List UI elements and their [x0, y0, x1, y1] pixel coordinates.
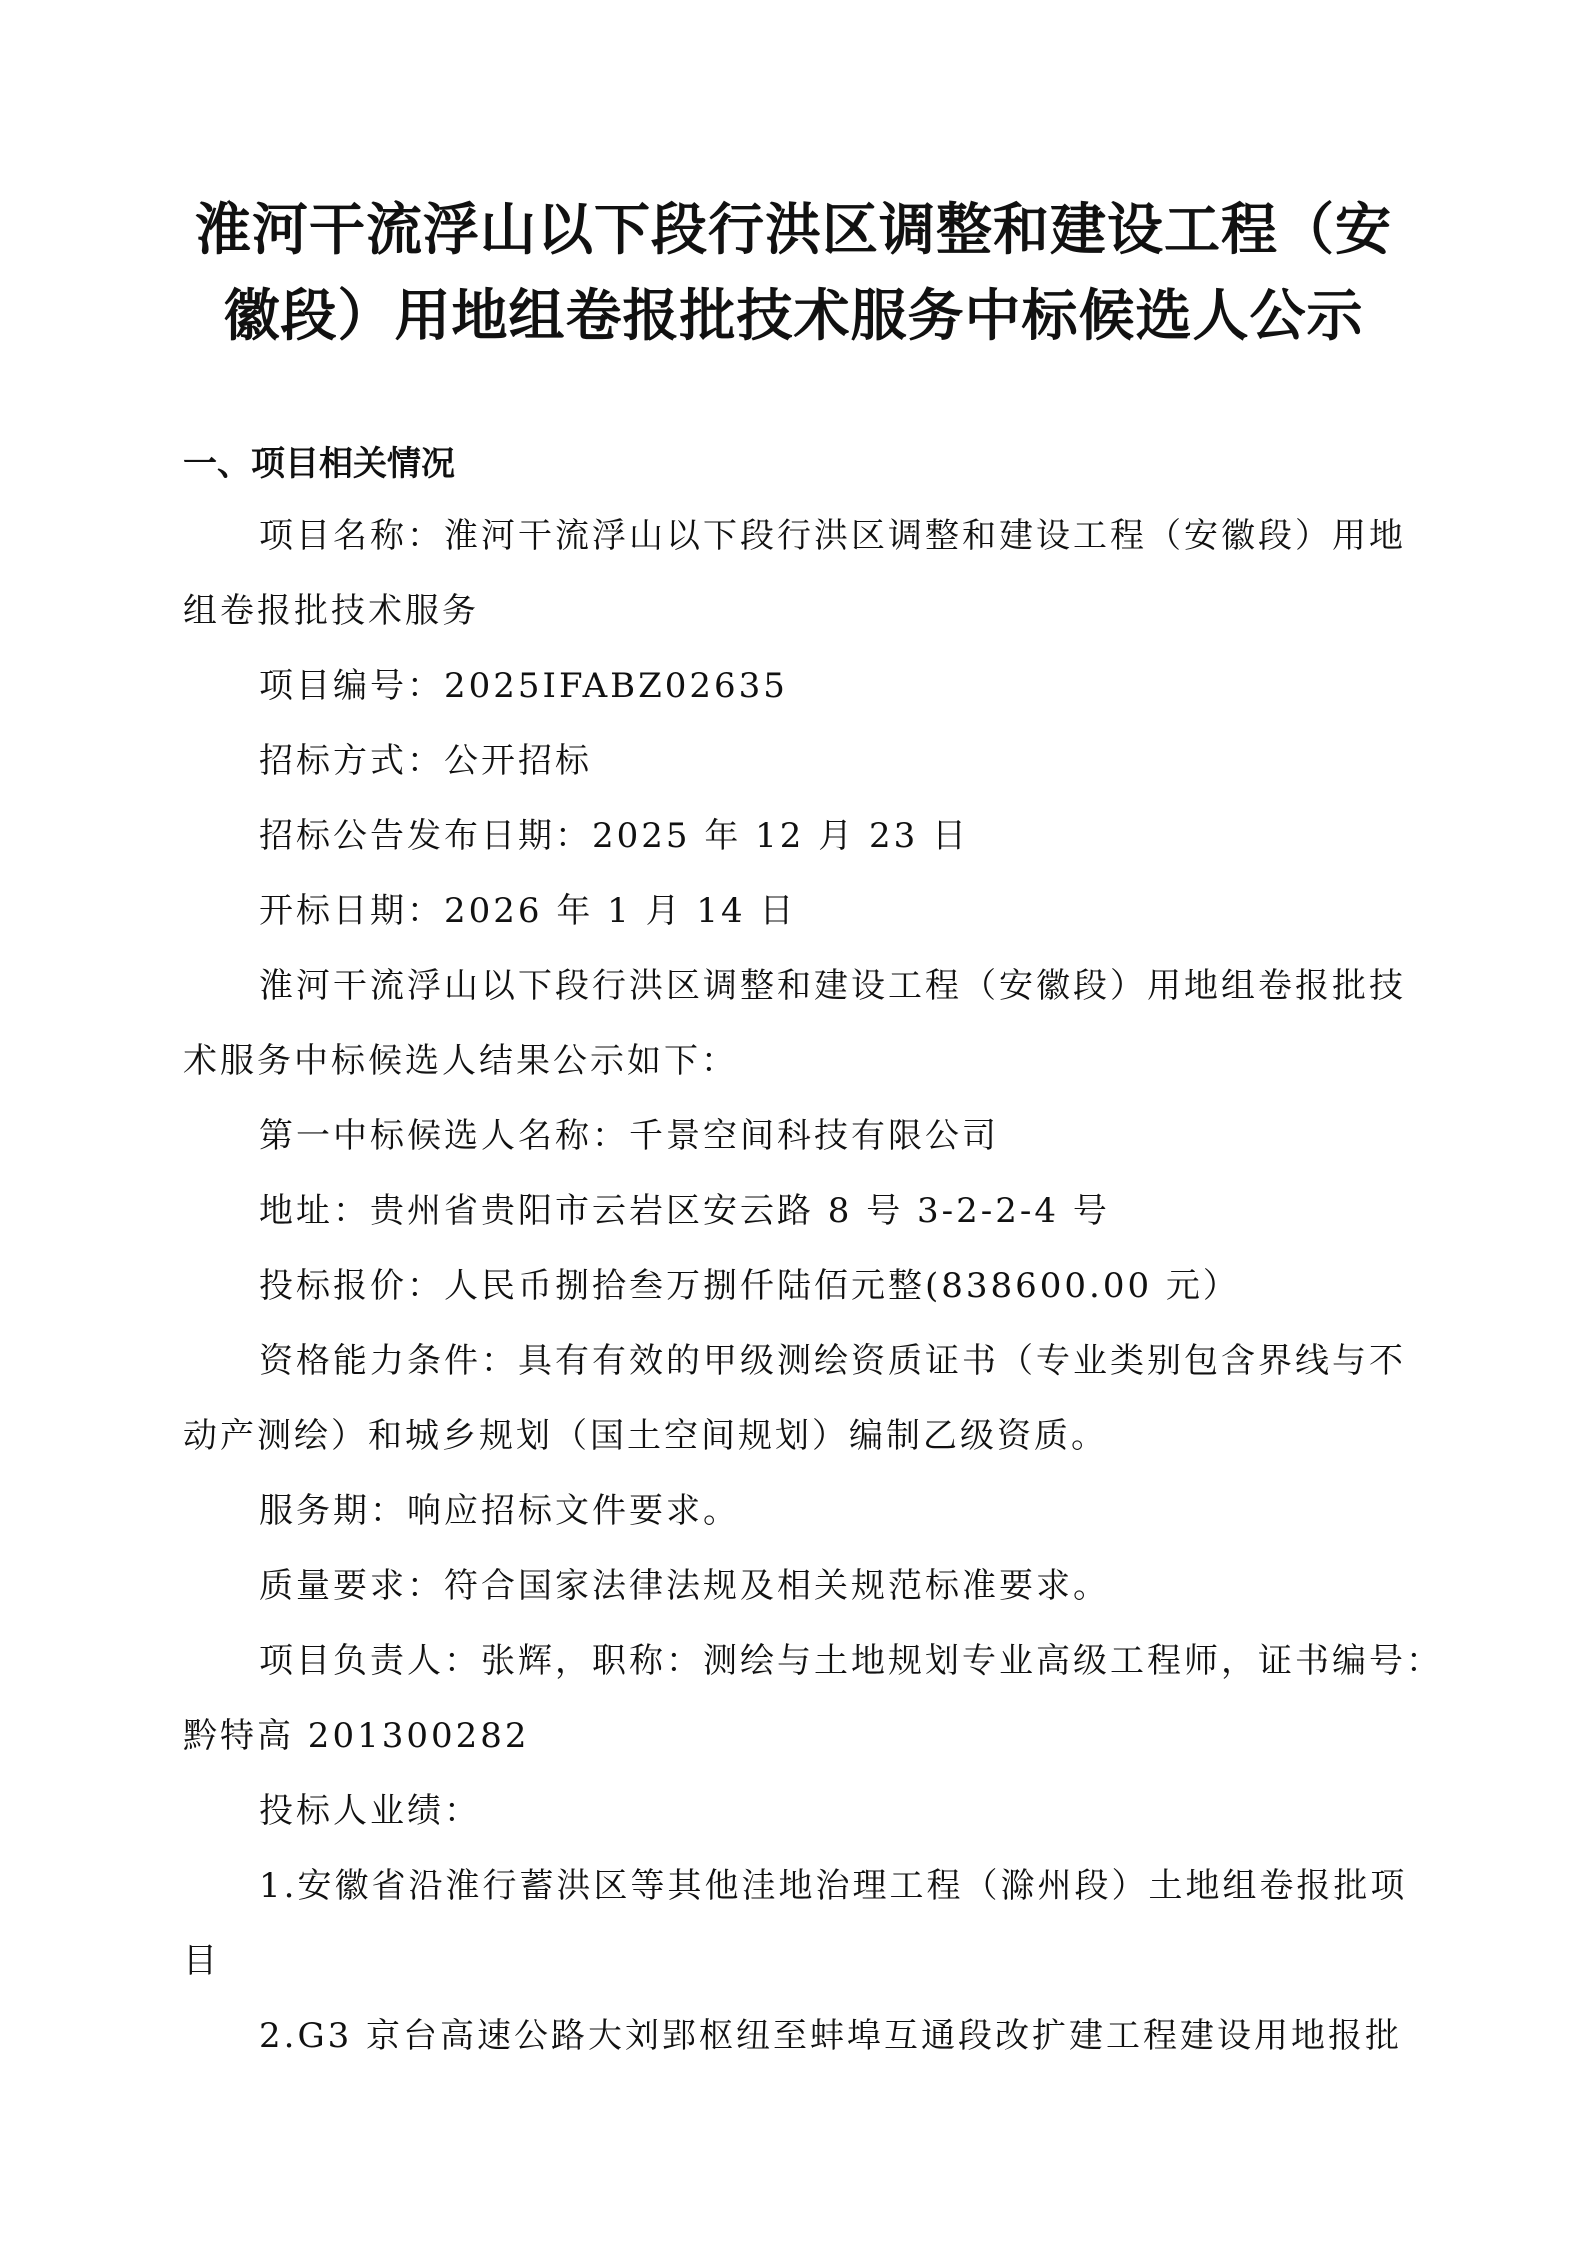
project-manager-line-2: 黔特高 201300282	[183, 1716, 530, 1756]
intro-line-2: 术服务中标候选人结果公示如下：	[183, 1041, 738, 1081]
project-name-line-1: 项目名称：淮河干流浮山以下段行洪区调整和建设工程（安徽段）用地	[259, 516, 1406, 556]
performance-2-line-1: 2.G3 京台高速公路大刘郢枢纽至蚌埠互通段改扩建工程建设用地报批	[259, 2016, 1403, 2056]
bid-method: 招标方式：公开招标	[259, 741, 592, 781]
title-line-1: 淮河干流浮山以下段行洪区调整和建设工程（安	[195, 198, 1392, 263]
qualification-line-2: 动产测绘）和城乡规划（国土空间规划）编制乙级资质。	[183, 1416, 1108, 1456]
performance-1-line-2: 目	[183, 1941, 220, 1981]
section-heading: 一、项目相关情况	[183, 444, 455, 484]
performance-heading: 投标人业绩：	[259, 1791, 481, 1831]
bid-price: 投标报价：人民币捌拾叁万捌仟陆佰元整(838600.00 元）	[259, 1266, 1240, 1306]
title-line-2: 徽段）用地组卷报批技术服务中标候选人公示	[223, 284, 1364, 349]
performance-1-line-1: 1.安徽省沿淮行蓄洪区等其他洼地治理工程（滁州段）土地组卷报批项	[259, 1866, 1408, 1906]
candidate-address: 地址：贵州省贵阳市云岩区安云路 8 号 3-2-2-4 号	[259, 1191, 1110, 1231]
document-title	[150, 188, 1437, 360]
document-body	[183, 508, 1443, 2083]
quality-requirement: 质量要求：符合国家法律法规及相关规范标准要求。	[259, 1566, 1110, 1606]
project-name-line-2: 组卷报批技术服务	[183, 591, 479, 631]
intro-line-1: 淮河干流浮山以下段行洪区调整和建设工程（安徽段）用地组卷报批技	[259, 966, 1406, 1006]
qualification-line-1: 资格能力条件：具有有效的甲级测绘资质证书（专业类别包含界线与不	[259, 1341, 1406, 1381]
notice-date: 招标公告发布日期：2025 年 12 月 23 日	[259, 816, 970, 856]
open-date: 开标日期：2026 年 1 月 14 日	[259, 891, 797, 931]
service-period: 服务期：响应招标文件要求。	[259, 1491, 740, 1531]
project-number: 项目编号：2025IFABZ02635	[259, 666, 788, 706]
candidate-name: 第一中标候选人名称：千景空间科技有限公司	[259, 1116, 999, 1156]
project-manager-line-1: 项目负责人：张辉，职称：测绘与土地规划专业高级工程师，证书编号：	[259, 1641, 1443, 1681]
